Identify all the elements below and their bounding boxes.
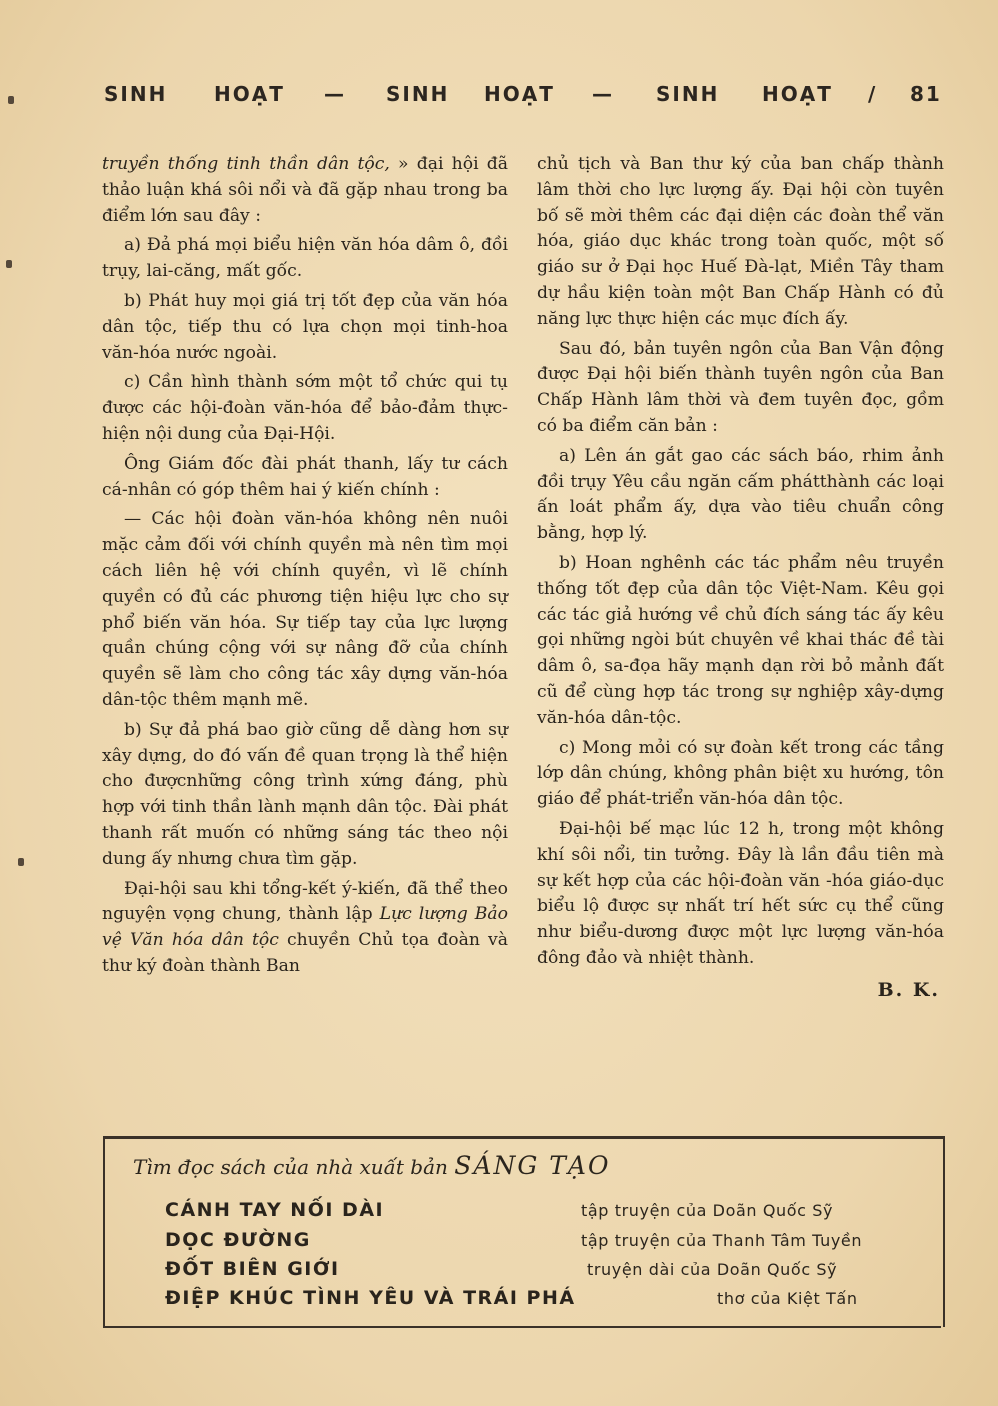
paragraph: a) Đả phá mọi biểu hiện văn hóa dâm ô, đồi trụy, lai-căng, mất gốc. [102, 235, 508, 282]
header-word: HOẠT [484, 82, 555, 106]
header-word: SINH [386, 82, 450, 106]
ad-bottom-rule [103, 1326, 941, 1328]
paragraph [102, 877, 508, 980]
ad-title-prefix: Tìm đọc sách của nhà xuất bản [133, 1155, 448, 1179]
header-word: SINH [656, 82, 720, 106]
header-word: HOẠT [214, 82, 285, 106]
book-title: ĐỐT BIÊN GIỚI [165, 1258, 340, 1280]
paragraph: b) Sự đả phá bao giờ cũng dễ dàng hơn sự xây dựng, do đó vấn đề quan trọng là thể hiện cho đượcnhững công trình xứng đáng, phù hợp với tinh thần lành mạnh dân tộc. Đài phát thanh rất muốn có những sáng tác theo nội dung ấy nhưng chưa tìm gặp. [102, 719, 508, 869]
right-column [537, 152, 944, 1004]
italic-phrase: Lực lượng Bảo vệ Văn hóa dân tộc [102, 904, 508, 951]
header-word: HOẠT [762, 82, 833, 106]
paragraph: c) Mong mỏi có sự đoàn kết trong các tầng lớp dân chúng, không phân biệt xu hướng, tôn giáo để phát-triển văn-hóa dân tộc. [537, 737, 944, 810]
paragraph: b) Hoan nghênh các tác phẩm nêu truyền thống tốt đẹp của dân tộc Việt-Nam. Kêu gọi các tác giả hướng về chủ đích sáng tác ấy kêu gọi những ngòi bút chuyên về khai thác đề tài dâm ô, sa-đọa hãy mạnh dạn rời bỏ mảnh đất cũ để cùng hợp tác trong sự nghiệp xây-dựng văn-hóa dân-tộc. [537, 552, 944, 728]
book-info: tập truyện của Thanh Tâm Tuyền [581, 1231, 863, 1250]
header-dash: — [592, 82, 614, 106]
book-title: CÁNH TAY NỐI DÀI [165, 1199, 385, 1221]
book-info: truyện dài của Doãn Quốc Sỹ [587, 1260, 838, 1279]
book-info: thơ của Kiệt Tấn [717, 1289, 858, 1308]
book-info: tập truyện của Doãn Quốc Sỹ [581, 1201, 834, 1220]
header-slash: / [868, 82, 878, 106]
scan-mark [8, 96, 14, 104]
header-dash: — [324, 82, 346, 106]
paragraph: c) Cần hình thành sớm một tổ chức qui tụ được các hội-đoàn văn-hóa để bảo-đảm thực-hiện nội dung của Đại-Hội. [102, 372, 508, 444]
italic-phrase: truyền thống tinh thần dân tộc, [102, 154, 390, 174]
paragraph: Ông Giám đốc đài phát thanh, lấy tư cách cá-nhân có góp thêm hai ý kiến chính : [102, 453, 508, 500]
paragraph: b) Phát huy mọi giá trị tốt đẹp của văn hóa dân tộc, tiếp thu có lựa chọn mọi tinh-hoa văn-hóa nước ngoài. [102, 290, 508, 363]
book-title: ĐIỆP KHÚC TÌNH YÊU VÀ TRÁI PHÁ [165, 1287, 576, 1309]
author-signature: B. K. [877, 978, 940, 1001]
ad-title [133, 1151, 610, 1180]
paragraph: a) Lên án gắt gao các sách báo, rhim ảnh đồi trụy Yêu cầu ngăn cấm phátthành các loại ấn loát phẩm ấy, dựa vào tiêu chuẩn công bằng, hợp lý. [537, 445, 944, 544]
paragraph: chủ tịch và Ban thư ký của ban chấp thành lâm thời cho lực lượng ấy. Đại hội còn tuyên bố sẽ mời thêm các đại diện các đoàn thể văn hóa, giáo dục khác trong toàn quốc, một số giáo sư ở Đại học Huế Đà-lạt, Miền Tây tham dự hầu kiện toàn một Ban Chấp Hành có đủ năng lực thực hiện các mục đích ấy. [537, 154, 944, 329]
publisher-advertisement [103, 1136, 945, 1327]
header-word: SINH [104, 82, 168, 106]
scan-mark [6, 260, 12, 268]
paragraph: Đại-hội bế mạc lúc 12 h, trong một không khí sôi nổi, tin tưởng. Đây là lần đầu tiên mà sự kết hợp của các hội-đoàn văn -hóa giáo-dục biểu lộ được sự nhất trí hết sức cụ thể cũng như biểu-dương được một lực lượng văn-hóa đông đảo và nhiệt thành. [537, 818, 944, 968]
scan-mark [18, 858, 24, 866]
book-title: DỌC ĐƯỜNG [165, 1229, 311, 1251]
publisher-name: SÁNG TẠO [454, 1151, 611, 1180]
running-header [100, 82, 945, 116]
paragraph: — Các hội đoàn văn-hóa không nên nuôi mặc cảm đối với chính quyền mà nên tìm mọi cách liên hệ với chính quyền, vì lẽ chính quyền có đủ các phương tiện hiệu lực cho sự phổ biến văn hóa. Sự tiếp tay của lực lượng quần chúng cộng với sự nâng đỡ của chính quyền sẽ làm cho công tác xây dựng văn-hóa dân-tộc thêm mạnh mẽ. [102, 509, 508, 710]
page-number: 81 [910, 82, 942, 106]
paragraph-text: Đại-hội sau khi tổng-kết ý-kiến, đã thể theo nguyện vọng chung, thành lập [102, 878, 508, 925]
paragraph-text: chuyền Chủ tọa đoàn và thư ký đoàn thành Ban [102, 930, 509, 976]
paragraph-text: » đại hội đã thảo luận khá sôi nổi và đã gặp nhau trong ba điểm lớn sau đây : [102, 154, 508, 226]
paragraph: Sau đó, bản tuyên ngôn của Ban Vận động được Đại hội biến thành tuyên ngôn của Ban Chấp Hành lâm thời và đem tuyên đọc, gồm có ba điểm căn bản : [537, 338, 944, 436]
paragraph [102, 152, 508, 229]
left-column [102, 152, 508, 984]
